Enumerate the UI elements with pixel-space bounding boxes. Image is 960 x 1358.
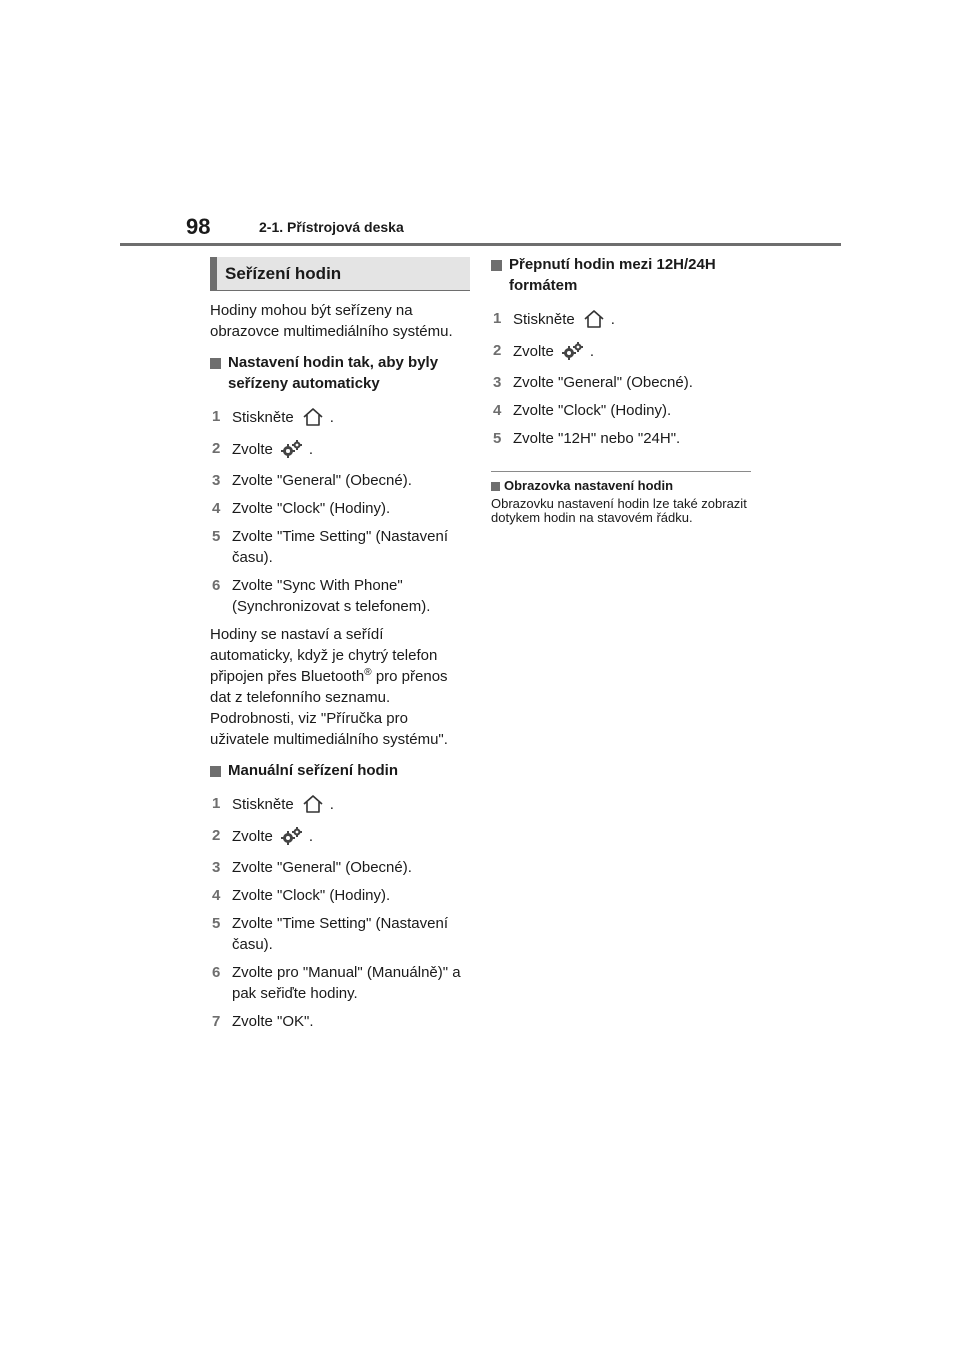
step: 6 Zvolte "Sync With Phone" (Synchronizovat s telefonem). bbox=[212, 577, 431, 615]
page-number: 98 bbox=[186, 214, 211, 239]
step: 2 Zvolte . bbox=[212, 440, 314, 458]
step: 4 Zvolte "Clock" (Hodiny). bbox=[212, 500, 391, 517]
home-icon bbox=[581, 308, 607, 330]
section-breadcrumb: 2-1. Přístrojová deska bbox=[259, 219, 404, 235]
settings-gears-icon bbox=[279, 825, 305, 847]
auto-sync-note: Hodiny se nastaví a seřídí automaticky, když je chytrý telefon připojen přes Bluetooth® pro přenos dat z telefonního seznamu. Podrobnosti, viz "Příručka pro uživatele multimediálního systému". bbox=[210, 626, 448, 748]
home-icon bbox=[300, 406, 326, 428]
subheading-format: Přepnutí hodin mezi 12H/24H formátem bbox=[491, 254, 751, 296]
header-divider bbox=[120, 243, 841, 246]
note-title: Obrazovka nastavení hodin bbox=[491, 478, 751, 494]
step: 4 Zvolte "Clock" (Hodiny). bbox=[212, 887, 391, 904]
section-title: Seřízení hodin bbox=[210, 257, 470, 290]
step: 3 Zvolte "General" (Obecné). bbox=[212, 472, 412, 489]
step: 5 Zvolte "12H" nebo "24H". bbox=[493, 430, 681, 447]
step: 1 Stiskněte . bbox=[212, 795, 334, 813]
step: 7 Zvolte "OK". bbox=[212, 1013, 314, 1030]
subheading-auto: Nastavení hodin tak, aby byly seřízeny automaticky bbox=[210, 352, 470, 394]
home-icon bbox=[300, 793, 326, 815]
step: 1 Stiskněte . bbox=[212, 408, 334, 426]
square-bullet-icon bbox=[210, 358, 221, 369]
step: 5 Zvolte "Time Setting" (Nastavení času). bbox=[212, 915, 449, 953]
left-column bbox=[210, 257, 470, 1039]
settings-gears-icon bbox=[279, 438, 305, 460]
square-bullet-icon bbox=[210, 766, 221, 777]
intro-text: Hodiny mohou být seřízeny na obrazovce multimediálního systému. bbox=[210, 302, 453, 340]
step: 3 Zvolte "General" (Obecné). bbox=[493, 374, 693, 391]
right-column bbox=[491, 254, 751, 525]
square-bullet-icon bbox=[491, 260, 502, 271]
square-bullet-icon bbox=[491, 482, 500, 491]
section-title-rule bbox=[210, 290, 470, 291]
note-text: Obrazovku nastavení hodin lze také zobrazit dotykem hodin na stavovém řádku. bbox=[491, 496, 747, 525]
step: 3 Zvolte "General" (Obecné). bbox=[212, 859, 412, 876]
step: 5 Zvolte "Time Setting" (Nastavení času). bbox=[212, 528, 449, 566]
step: 2 Zvolte . bbox=[212, 827, 314, 845]
step: 2 Zvolte . bbox=[493, 342, 595, 360]
settings-gears-icon bbox=[560, 340, 586, 362]
step: 6 Zvolte pro "Manual" (Manuálně)" a pak seřiďte hodiny. bbox=[212, 964, 461, 1002]
step: 1 Stiskněte . bbox=[493, 310, 615, 328]
note-divider bbox=[491, 471, 751, 472]
subheading-manual: Manuální seřízení hodin bbox=[210, 760, 470, 781]
step: 4 Zvolte "Clock" (Hodiny). bbox=[493, 402, 672, 419]
